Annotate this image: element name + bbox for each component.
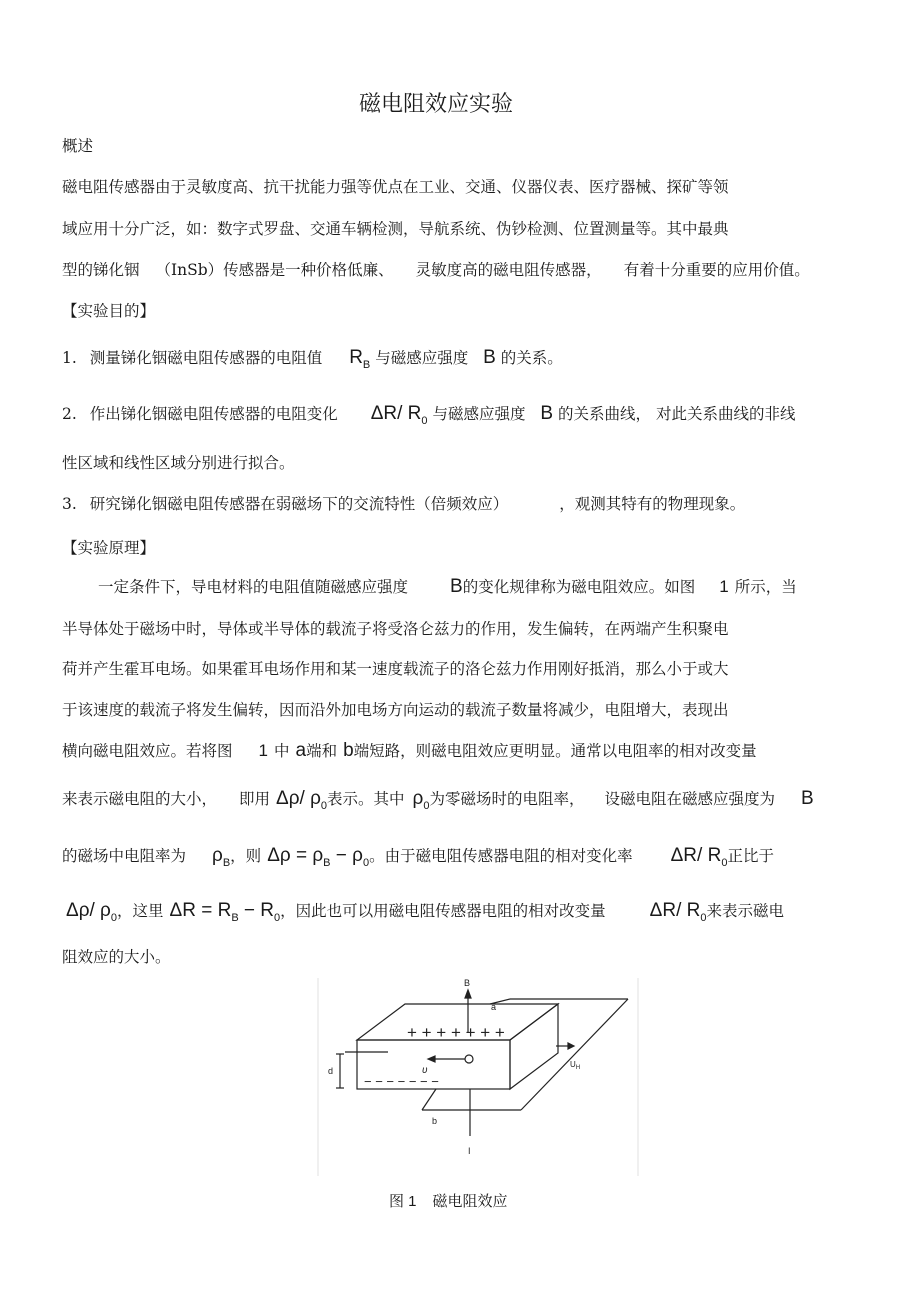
purpose-item-2-num: 2. <box>62 405 77 423</box>
principle-line-7a: 的磁场中电阻率为 <box>62 847 187 865</box>
label-v: υ <box>422 1065 428 1076</box>
overview-line-3c: 灵敏度高的磁电阻传感器， <box>415 261 602 279</box>
principle-line-8c: 来表示磁电 <box>706 902 785 920</box>
overview-line-1: 磁电阻传感器由于灵敏度高、抗干扰能力强等优点在工业、交通、仪器仪表、医疗器械、探矿等领 <box>62 178 729 196</box>
principle-line-1 <box>98 576 797 598</box>
principle-line-5c: 端和 <box>306 742 338 760</box>
symbol-dR-R0: ΔR/ $R_0$ <box>649 900 707 924</box>
symbol-B: B <box>450 576 463 597</box>
purpose-heading: 【实验目的】 <box>62 302 156 320</box>
principle-line-8 <box>66 900 784 924</box>
label-I: I <box>468 1146 471 1156</box>
principle-line-4: 于该速度的载流子将发生偏转，因而沿外加电场方向运动的载流子数量将减少，电阻增大，表现出 <box>62 701 729 719</box>
purpose-item-2-text: 作出锑化铟磁电阻传感器的电阻变化 <box>89 405 338 423</box>
principle-line-6e: 设磁电阻在磁感应强度为 <box>604 790 776 808</box>
principle-line-8a: ，这里 <box>117 902 164 920</box>
principle-line-5b: 中 <box>273 742 290 760</box>
symbol-b: b <box>343 740 354 761</box>
figure-caption <box>389 1190 508 1211</box>
purpose-item-2-mid: 与磁感应强度 <box>432 405 526 423</box>
purpose-item-3-end: ，观测其特有的物理现象。 <box>559 495 746 513</box>
symbol-rho0: $\rho_0$ <box>412 788 430 812</box>
principle-line-7b: ，则 <box>230 847 262 865</box>
carrier-particle-icon <box>465 1055 473 1063</box>
purpose-item-1-text: 测量锑化铟磁电阻传感器的电阻值 <box>89 349 323 367</box>
purpose-item-2 <box>62 403 795 427</box>
figure-caption-text: 磁电阻效应 <box>432 1192 508 1210</box>
principle-line-9: 阻效应的大小。 <box>62 948 171 966</box>
minus-charges: − − − − − − − <box>364 1074 439 1089</box>
symbol-dR-R0: ΔR/ $R_0$ <box>370 403 428 427</box>
principle-line-2: 半导体处于磁场中时，导体或半导体的载流子将受洛仑兹力的作用，发生偏转，在两端产生积聚电 <box>62 620 729 638</box>
plus-charges: + + + + + + + <box>407 1023 505 1042</box>
principle-line-7c: 。由于磁电阻传感器电阻的相对变化率 <box>369 847 633 865</box>
purpose-item-3 <box>62 493 745 515</box>
principle-line-1c: 所示，当 <box>734 578 797 596</box>
principle-line-5a: 横向磁电阻效应。若将图 <box>62 742 233 760</box>
purpose-item-3-text: 研究锑化铟磁电阻传感器在弱磁场下的交流特性（倍频效应） <box>89 495 509 513</box>
figure-caption-num: 图 1 <box>389 1193 417 1210</box>
principle-line-6c: 表示。其中 <box>327 790 405 808</box>
symbol-B: B <box>540 403 554 424</box>
label-a: a <box>491 1002 497 1012</box>
label-d: d <box>328 1066 334 1076</box>
label-B: B <box>464 978 471 988</box>
symbol-rhoB: $\rho_B$ <box>212 845 231 869</box>
principle-line-6d: 为零磁场时的电阻率， <box>429 790 585 808</box>
symbol-dR-R0: ΔR/ $R_0$ <box>670 845 728 869</box>
principle-line-8b: ，因此也可以用磁电阻传感器电阻的相对改变量 <box>280 902 606 920</box>
principle-line-6 <box>62 788 814 812</box>
principle-line-1b: 的变化规律称为磁电阻效应。如图 <box>462 578 696 596</box>
purpose-item-1-end: 的关系。 <box>500 349 563 367</box>
symbol-a: a <box>295 740 307 761</box>
wire-right <box>521 999 628 1110</box>
principle-line-6b: 即用 <box>239 790 271 808</box>
overview-line-3 <box>62 259 810 281</box>
equation-dR: $\Delta R = R_B - R_0$ <box>169 900 281 924</box>
principle-line-7d: 正比于 <box>727 847 774 865</box>
symbol-B: B <box>801 788 814 809</box>
figure-1-diagram <box>300 970 650 1185</box>
principle-line-5 <box>62 740 757 762</box>
symbol-drho-rho0: Δρ/ $\rho_0$ <box>66 900 117 924</box>
velocity-arrow-icon <box>428 1056 435 1062</box>
principle-line-7 <box>62 845 774 869</box>
principle-line-1a: 一定条件下，导电材料的电阻值随磁感应强度 <box>98 578 409 596</box>
purpose-item-1-mid: 与磁感应强度 <box>375 349 469 367</box>
overview-heading: 概述 <box>62 137 94 155</box>
figure-ref: 1 <box>258 741 268 760</box>
uh-arrow-icon <box>568 1043 574 1049</box>
purpose-item-1-num: 1. <box>62 349 77 367</box>
purpose-item-2-cont: 性区域和线性区域分别进行拟合。 <box>62 454 295 472</box>
overview-line-2: 域应用十分广泛，如：数字式罗盘、交通车辆检测，导航系统、伪钞检测、位置测量等。其中最典 <box>62 220 729 238</box>
label-UH: $U_H$ <box>570 1060 581 1071</box>
overview-line-3d: 有着十分重要的应用价值。 <box>623 261 810 279</box>
purpose-item-1 <box>62 347 563 371</box>
symbol-drho-rho0: Δρ/ $\rho_0$ <box>276 788 328 812</box>
principle-line-5d: 端短路，则磁电阻效应更明显。通常以电阻率的相对改变量 <box>353 742 757 760</box>
principle-heading: 【实验原理】 <box>62 539 156 557</box>
box-right-face <box>510 1004 558 1089</box>
principle-line-6a: 来表示磁电阻的大小， <box>62 790 218 808</box>
equation-drho: $\Delta\rho = \rho_B - \rho_0$ <box>267 845 370 869</box>
purpose-item-2-end: 的关系曲线， 对此关系曲线的非线 <box>558 405 796 423</box>
figure-ref: 1 <box>719 577 729 596</box>
overview-line-3a: 型的锑化铟 <box>62 261 140 279</box>
b-field-arrow-icon <box>465 990 471 998</box>
label-b: b <box>432 1116 438 1126</box>
wire-b <box>422 1089 436 1110</box>
overview-line-3b: （InSb）传感器是一种价格低廉、 <box>155 261 394 279</box>
page-title: 磁电阻效应实验 <box>359 92 514 117</box>
purpose-item-3-num: 3. <box>62 495 77 513</box>
symbol-RB: $R_B$ <box>349 347 371 371</box>
principle-line-3: 荷并产生霍耳电场。如果霍耳电场作用和某一速度载流子的洛仑兹力作用刚好抵消，那么小于或大 <box>62 660 729 678</box>
symbol-B: B <box>483 347 496 368</box>
